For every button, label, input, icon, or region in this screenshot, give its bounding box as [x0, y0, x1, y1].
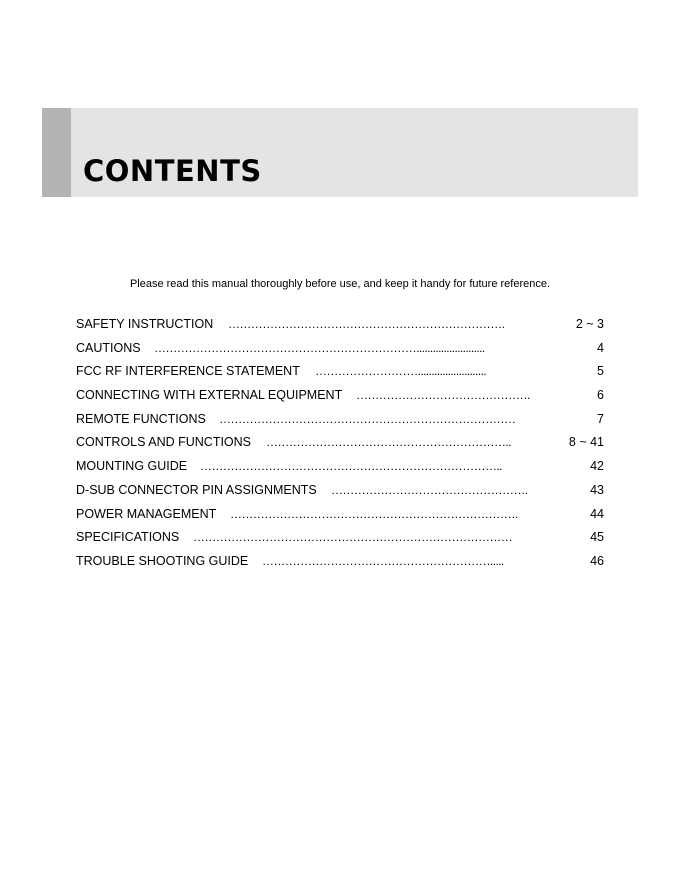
toc-entry-title: REMOTE FUNCTIONS	[76, 411, 206, 426]
toc-dot-leader: ……………………………………………………………….	[228, 317, 505, 331]
toc-entry-title: CAUTIONS	[76, 340, 141, 355]
toc-page-number: 4	[597, 340, 604, 355]
toc-entry-title: SPECIFICATIONS	[76, 530, 180, 545]
toc-entry-title: MOUNTING GUIDE	[76, 459, 188, 474]
toc-dot-leader: …………………………………………………………………………	[193, 530, 513, 545]
toc-entry-controls-functions	[76, 434, 604, 458]
toc-entry-cautions	[76, 340, 604, 364]
toc-dot-leader: …………………………………………….	[331, 482, 528, 497]
toc-entry-power-management	[76, 506, 604, 530]
toc-entry-title: POWER MANAGEMENT	[76, 506, 217, 521]
toc-entry-title: CONNECTING WITH EXTERNAL EQUIPMENT	[76, 388, 343, 403]
toc-entry-trouble-shooting	[76, 553, 604, 577]
toc-page-number: 2 ~ 3	[575, 317, 604, 331]
toc-dot-leader: ……………………….........................	[315, 364, 486, 379]
toc-dot-leader: ……………………………………………………………………..	[200, 459, 502, 474]
toc-dot-leader: …………………………………………………….....	[262, 553, 504, 568]
toc-page-number: 8 ~ 41	[568, 435, 604, 450]
toc-entry-title: FCC RF INTERFERENCE STATEMENT	[76, 364, 300, 379]
toc-dot-leader: ……………………………………………………………………	[219, 411, 516, 426]
header-accent-bar	[42, 108, 71, 197]
toc-dot-leader: ……………………………………….	[356, 388, 530, 403]
toc-dot-leader: ………………………………………………………………….	[230, 506, 518, 521]
toc-page-number: 44	[590, 506, 604, 521]
toc-entry-title: CONTROLS AND FUNCTIONS	[76, 435, 252, 450]
toc-page-number: 6	[597, 388, 604, 403]
toc-page-number: 43	[590, 482, 604, 497]
toc-entry-remote-functions	[76, 411, 604, 435]
toc-entry-title: TROUBLE SHOOTING GUIDE	[76, 553, 249, 568]
toc-entry-title: D-SUB CONNECTOR PIN ASSIGNMENTS	[76, 482, 317, 497]
toc-dot-leader: ………………………………………………………..	[266, 435, 511, 450]
table-of-contents	[76, 316, 604, 577]
toc-page-number: 5	[597, 364, 604, 379]
toc-page-number: 45	[590, 530, 604, 545]
toc-entry-dsub-pin-assignments	[76, 482, 604, 506]
toc-entry-fcc-rf-interference	[76, 363, 604, 387]
page-title: CONTENTS	[83, 154, 262, 188]
contents-header-band	[42, 108, 638, 197]
toc-page-number: 42	[590, 459, 604, 474]
toc-entry-connecting-external	[76, 387, 604, 411]
toc-entry-title: SAFETY INSTRUCTION	[76, 317, 214, 331]
toc-page-number: 46	[590, 553, 604, 568]
toc-entry-specifications	[76, 529, 604, 553]
intro-text: Please read this manual thoroughly before use, and keep it handy for future reference.	[129, 278, 551, 290]
toc-entry-safety-instruction	[76, 316, 604, 340]
toc-page-number: 7	[597, 411, 604, 426]
toc-entry-mounting-guide	[76, 458, 604, 482]
toc-dot-leader: …………………………………………………………….........................	[154, 340, 485, 355]
